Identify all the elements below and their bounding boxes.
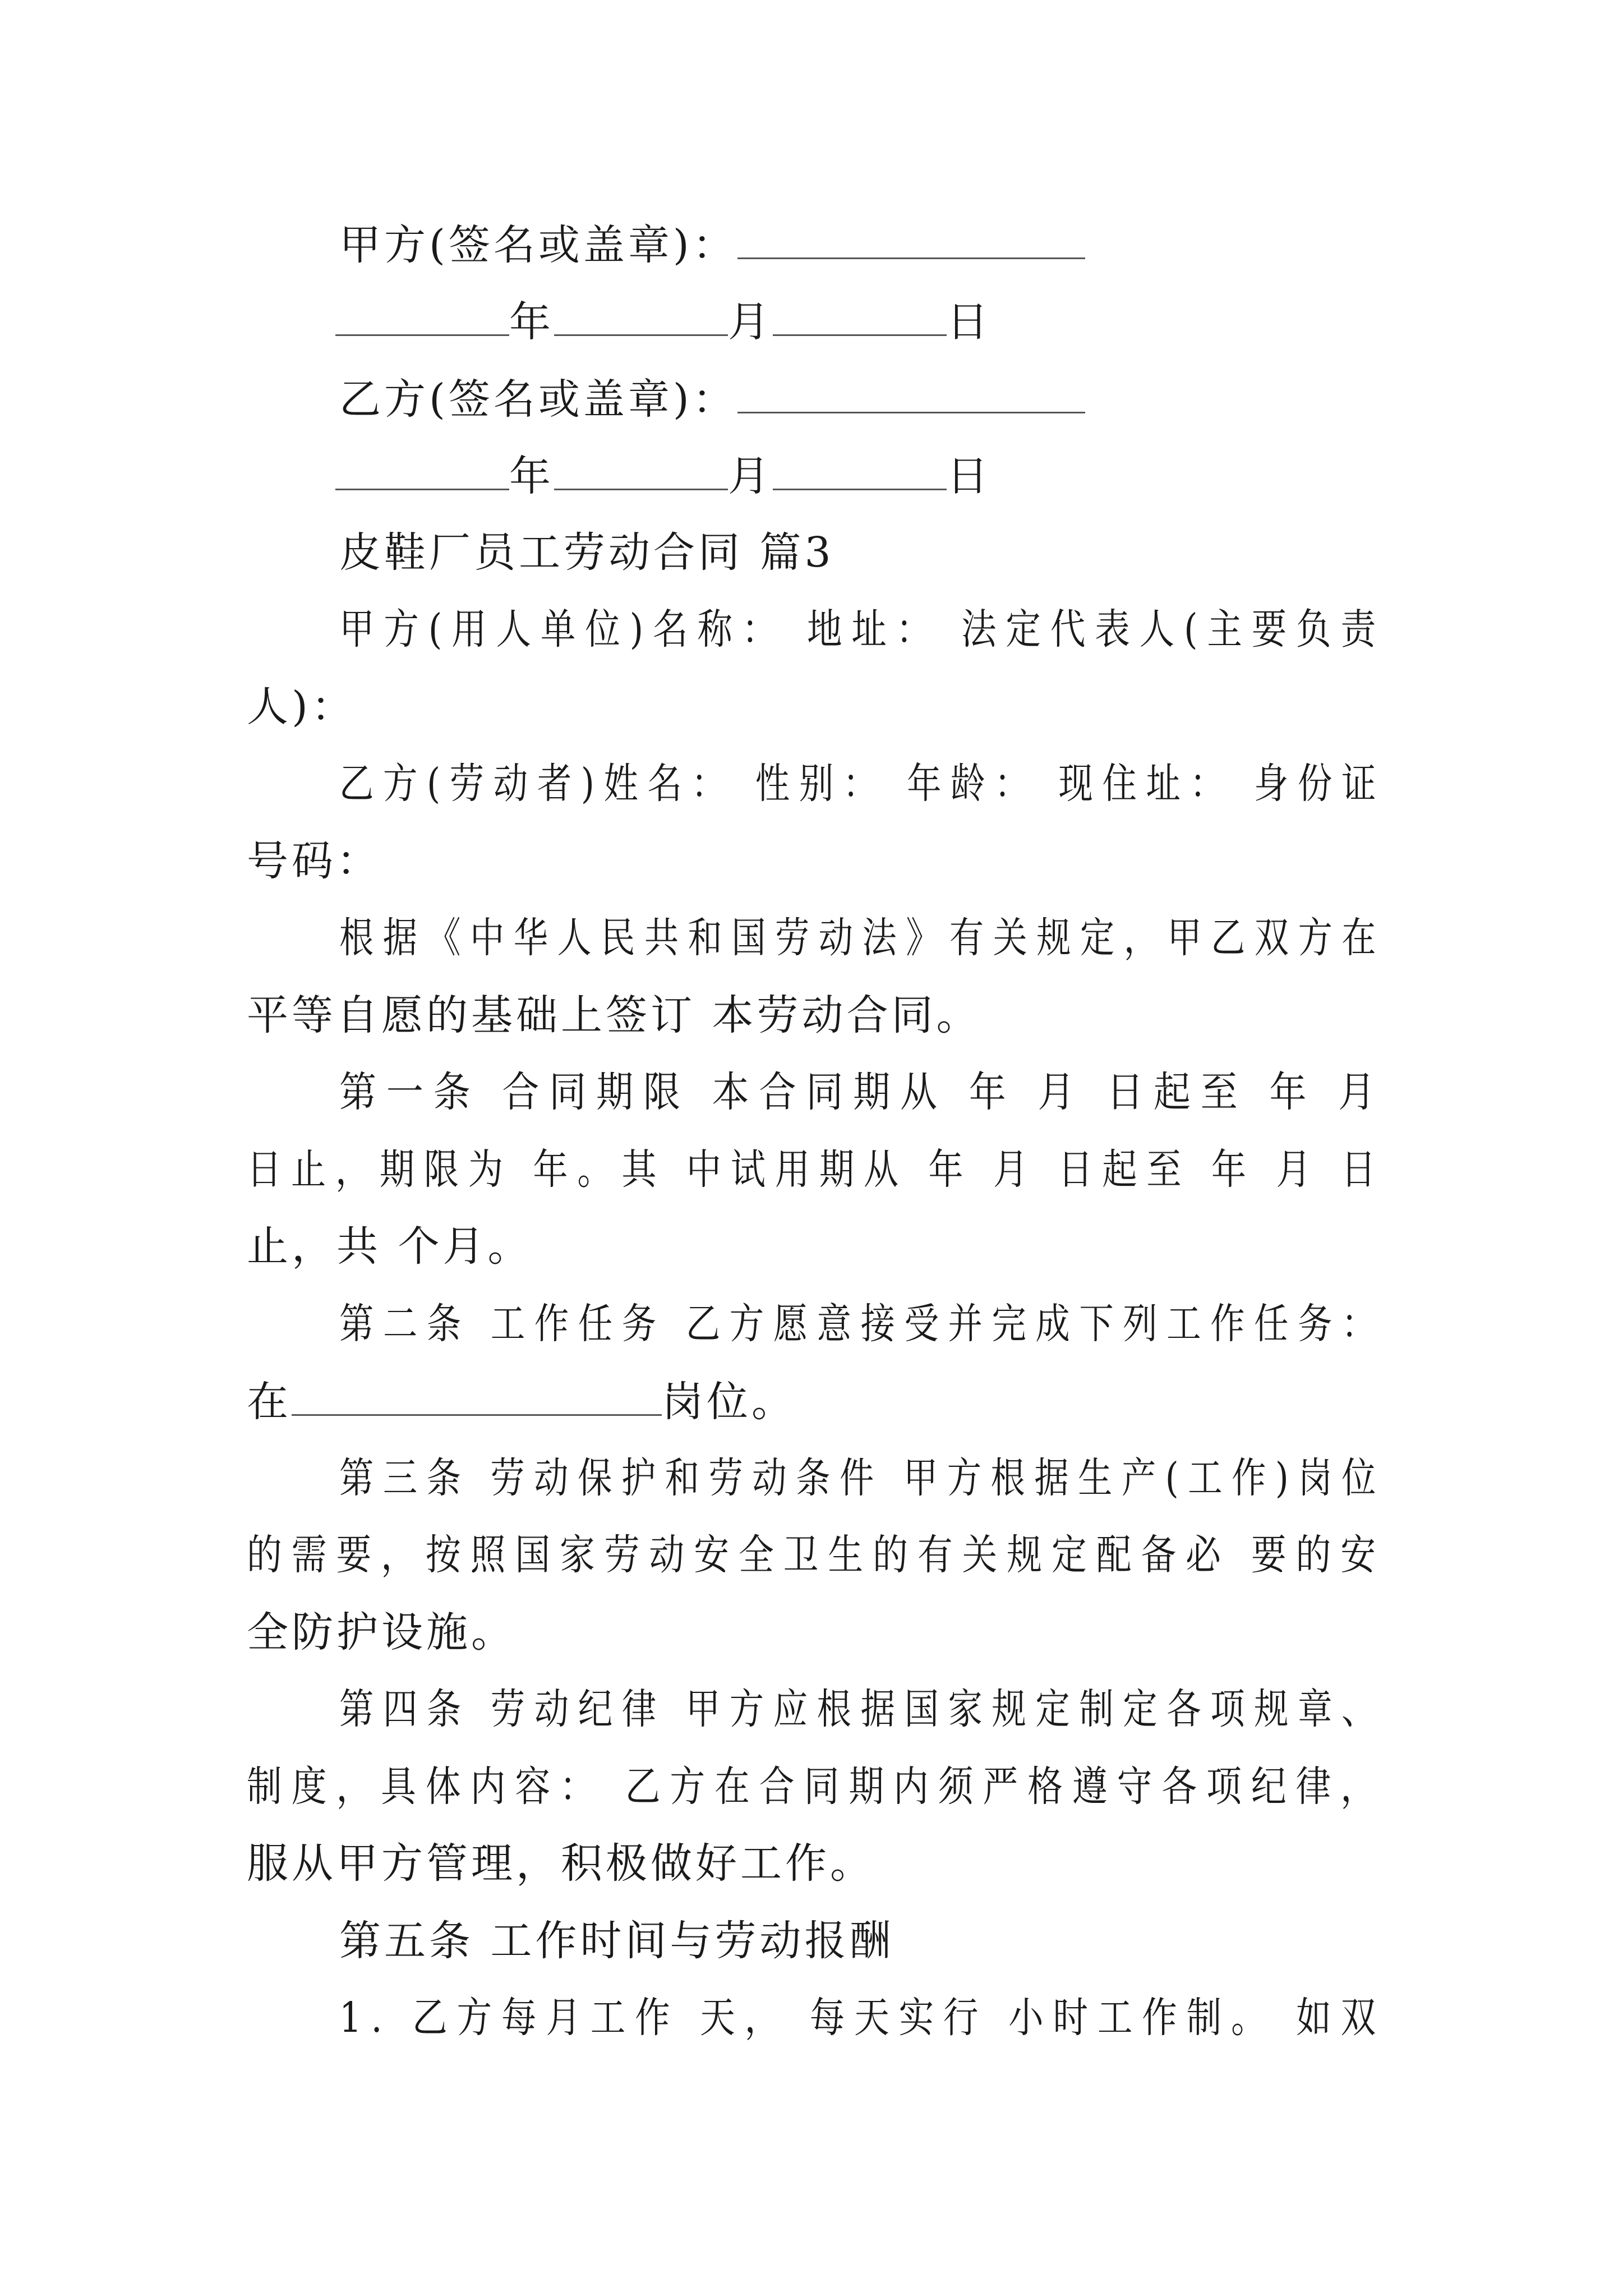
article-5-item-1: 1. 乙方每月工作 天， 每天实行 小时工作制。 如双 xyxy=(339,1994,1385,2042)
article-1-line: 第一条 合同期限 本合同期从 年 月 日起至 年 月 xyxy=(339,1068,1385,1116)
position-suffix: 岗位。 xyxy=(662,1378,796,1426)
year-label: 年 xyxy=(509,452,554,500)
party-b-signature-label: 乙方(签名或盖章)： xyxy=(339,375,737,424)
article-5-title: 第五条 工作时间与劳动报酬 xyxy=(339,1917,895,1965)
party-b-info-line: 号码： xyxy=(247,837,381,885)
article-2-line: 第二条 工作任务 乙方愿意接受并完成下列工作任务： xyxy=(339,1300,1385,1348)
party-b-date-line xyxy=(335,447,992,504)
month-label: 月 xyxy=(728,452,773,500)
day-label: 日 xyxy=(947,298,992,346)
party-a-signature-line xyxy=(339,216,1085,273)
month-label: 月 xyxy=(728,298,773,346)
article-1-line: 止，共 个月。 xyxy=(247,1222,533,1271)
signature-blank xyxy=(737,370,1085,413)
position-prefix: 在 xyxy=(247,1378,292,1426)
party-b-signature-line xyxy=(339,370,1085,427)
party-a-signature-label: 甲方(签名或盖章)： xyxy=(339,221,737,269)
article-1-line: 日止，期限为 年。其 中试用期从 年 月 日起至 年 月 日 xyxy=(247,1145,1385,1194)
article-3-line: 全防护设施。 xyxy=(247,1608,516,1657)
party-b-info-line: 乙方(劳动者)姓名： 性别： 年龄： 现住址： 身份证 xyxy=(339,760,1385,808)
year-label: 年 xyxy=(509,298,554,346)
year-blank xyxy=(335,293,509,336)
month-blank xyxy=(554,447,728,490)
signature-blank xyxy=(737,216,1085,259)
article-2-position-line xyxy=(247,1373,796,1430)
day-blank xyxy=(773,293,947,336)
article-4-line: 制度，具体内容： 乙方在合同期内须严格遵守各项纪律， xyxy=(247,1763,1385,1811)
preamble-line: 根据《中华人民共和国劳动法》有关规定，甲乙双方在 xyxy=(339,914,1385,962)
section-heading: 皮鞋厂员工劳动合同 篇3 xyxy=(339,528,834,577)
party-a-date-line xyxy=(335,293,992,350)
party-a-info-line: 甲方(用人单位)名称： 地址： 法定代表人(主要负责 xyxy=(339,605,1385,654)
position-blank xyxy=(292,1373,662,1416)
article-3-line: 的需要，按照国家劳动安全卫生的有关规定配备必 要的安 xyxy=(247,1531,1385,1579)
year-blank xyxy=(335,447,509,490)
article-4-line: 第四条 劳动纪律 甲方应根据国家规定制定各项规章、 xyxy=(339,1685,1385,1733)
month-blank xyxy=(554,293,728,336)
article-4-line: 服从甲方管理，积极做好工作。 xyxy=(247,1839,875,1888)
preamble-line: 平等自愿的基础上签订 本劳动合同。 xyxy=(247,991,981,1039)
article-3-line: 第三条 劳动保护和劳动条件 甲方根据生产(工作)岗位 xyxy=(339,1454,1385,1502)
day-blank xyxy=(773,447,947,490)
party-a-info-line: 人)： xyxy=(247,683,356,731)
day-label: 日 xyxy=(947,452,992,500)
